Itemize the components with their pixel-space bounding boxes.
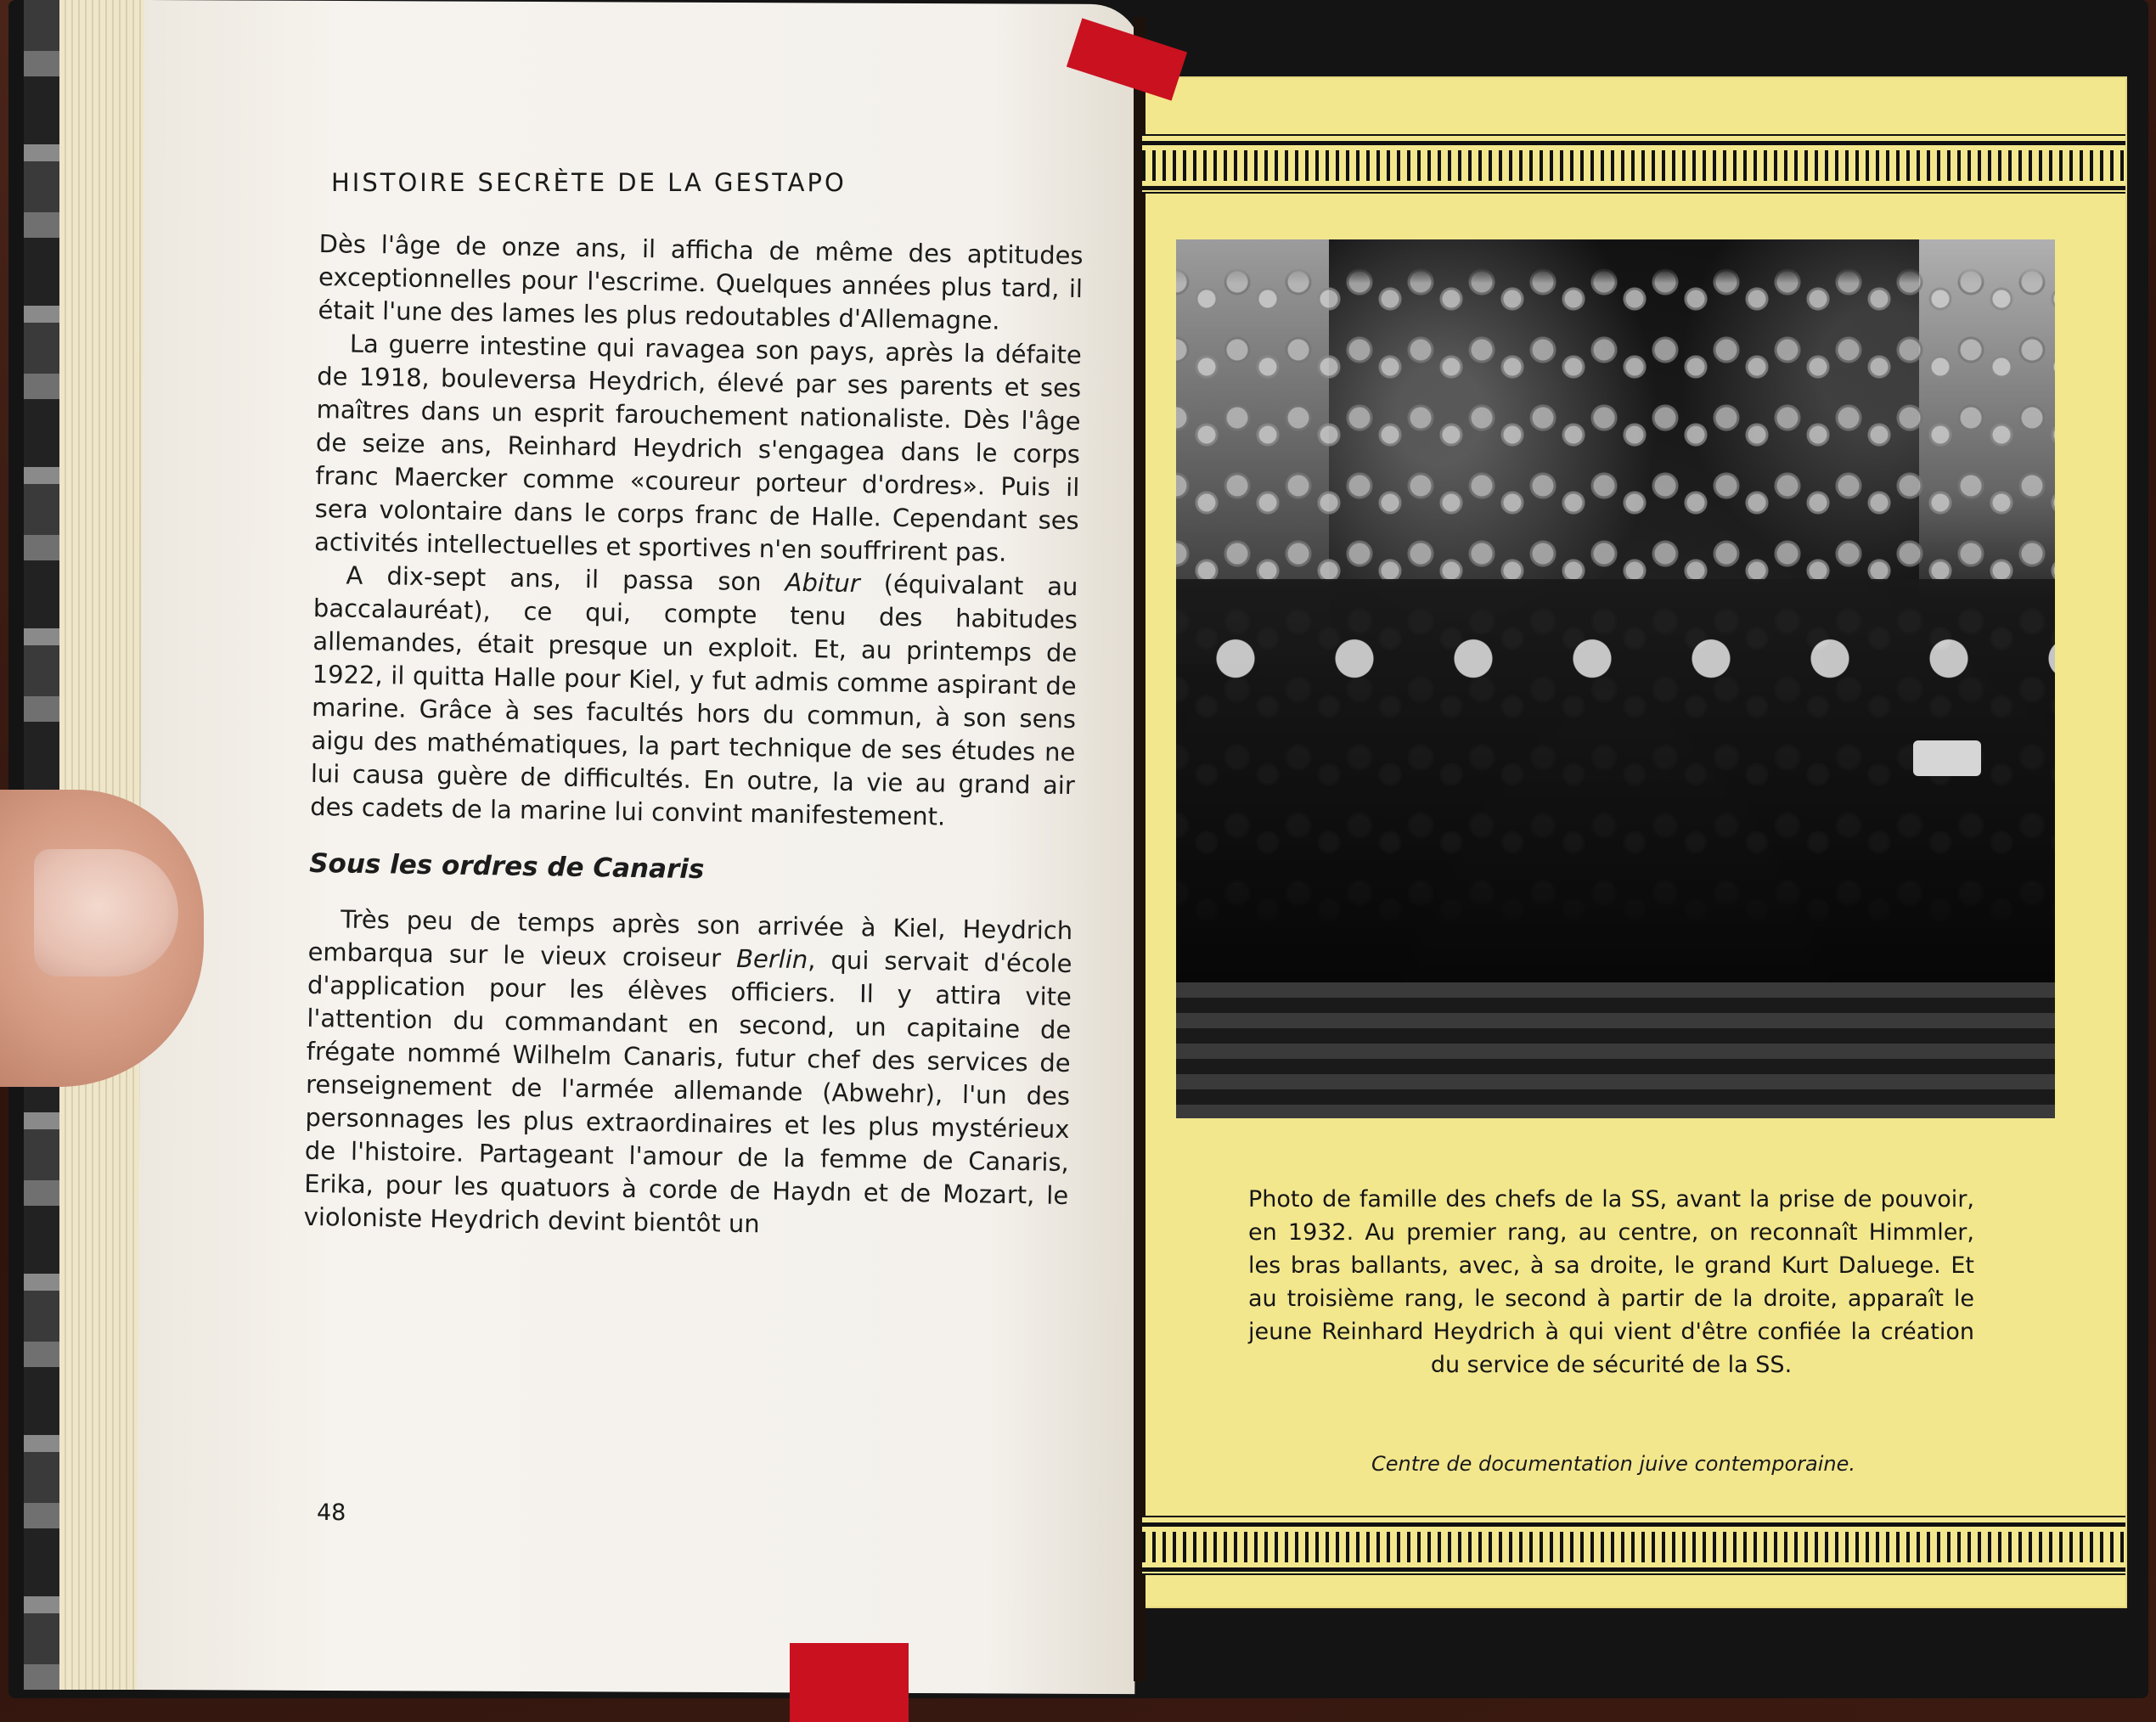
italic-berlin: Berlin: [735, 943, 808, 975]
page-number: 48: [317, 1500, 346, 1526]
photo-stairs: [1176, 982, 2055, 1118]
bookmark-ribbon-bottom: [790, 1643, 909, 1722]
paragraph-1: Dès l'âge de onze ans, il afficha de même des aptitudes exceptionnelles pour l'escrime. Quelques années plus tard, il était l'une des lames les plus redoutables d'Allemagne.: [318, 228, 1084, 335]
photo-caption: Photo de famille des chefs de la SS, avant la prise de pouvoir, en 1932. Au premier rang, au centre, on reconnaît Himmler, les bras ballants, avec, à sa droite, le grand Kurt Daluege. Et au troisième rang, le second à partir de la droite, apparaît le jeune Reinhard Heydrich à qui vient d'être confiée la création du service de sécurité de la SS.: [1248, 1186, 1974, 1378]
photo-armband: [1913, 740, 1981, 776]
paragraph-3-after: (équivalant au baccalauréat), ce qui, compte tenu des habitudes allemandes, était presque un exploit. Et, au printemps de 1922, il quitta Halle pour Kiel, y fut admis comme aspirant de marine. Grâce à ses facultés hors du commun, à son sens aigu des mathématiques, la part technique de ses études ne lui causa guère de difficultés. En outre, la vie au grand air des cadets de la marine lui convint manifestement.: [310, 569, 1078, 831]
paragraph-4-after: , qui servait d'école d'application pour les élèves officiers. Il y attira vite l'attention du commandant en second, un capitaine de frégate nommé Wilhelm Canaris, futur chef des services de renseignement de l'armée allemande (Abwehr), l'un des personnages les plus extraordinaires et les plus mystérieux de l'histoire. Partageant l'amour de la femme de Canaris, Erika, pour les quatuors à corde de Haydn et de Mozart, le violoniste Heydrich devint bientôt un: [303, 945, 1072, 1239]
left-page-text: [303, 228, 1084, 1246]
thumbnail: [34, 849, 178, 976]
paragraph-2: La guerre intestine qui ravagea son pays, après la défaite de 1918, bouleversa Heydrich, élevé par ses parents et ses maîtres dans un esprit farouchement nationaliste. Dès l'âge de seize ans, Reinhard Heydrich s'engagea dans le corps franc Maercker comme «coureur porteur d'ordres». Puis il sera volontaire dans le corps franc de Halle. Cependant ses activités intellectuelles et sportives n'en souffrirent pas.: [313, 329, 1083, 567]
book-gutter: [1134, 17, 1146, 1681]
paragraph-3-before: A dix-sept ans, il passa son: [346, 560, 785, 597]
photo-front-row: [1176, 579, 2055, 1021]
paragraph-4-before: Très peu de temps après son arrivée à Kiel, Heydrich embarqua sur le vieux croiseur: [307, 904, 1073, 973]
section-subhead: Sous les ordres de Canaris: [308, 847, 705, 886]
greek-key-border-bottom: [1142, 1516, 2125, 1575]
paragraph-4: [303, 903, 1072, 1246]
running-head: HISTOIRE SECRÈTE DE LA GESTAPO: [331, 168, 847, 197]
italic-abitur: Abitur: [785, 567, 860, 599]
group-photo: [1176, 239, 2055, 1118]
photo-credit: Centre de documentation juive contemporaine.: [1371, 1452, 1855, 1476]
greek-key-border-top: [1142, 134, 2125, 194]
paragraph-3: [310, 559, 1078, 836]
